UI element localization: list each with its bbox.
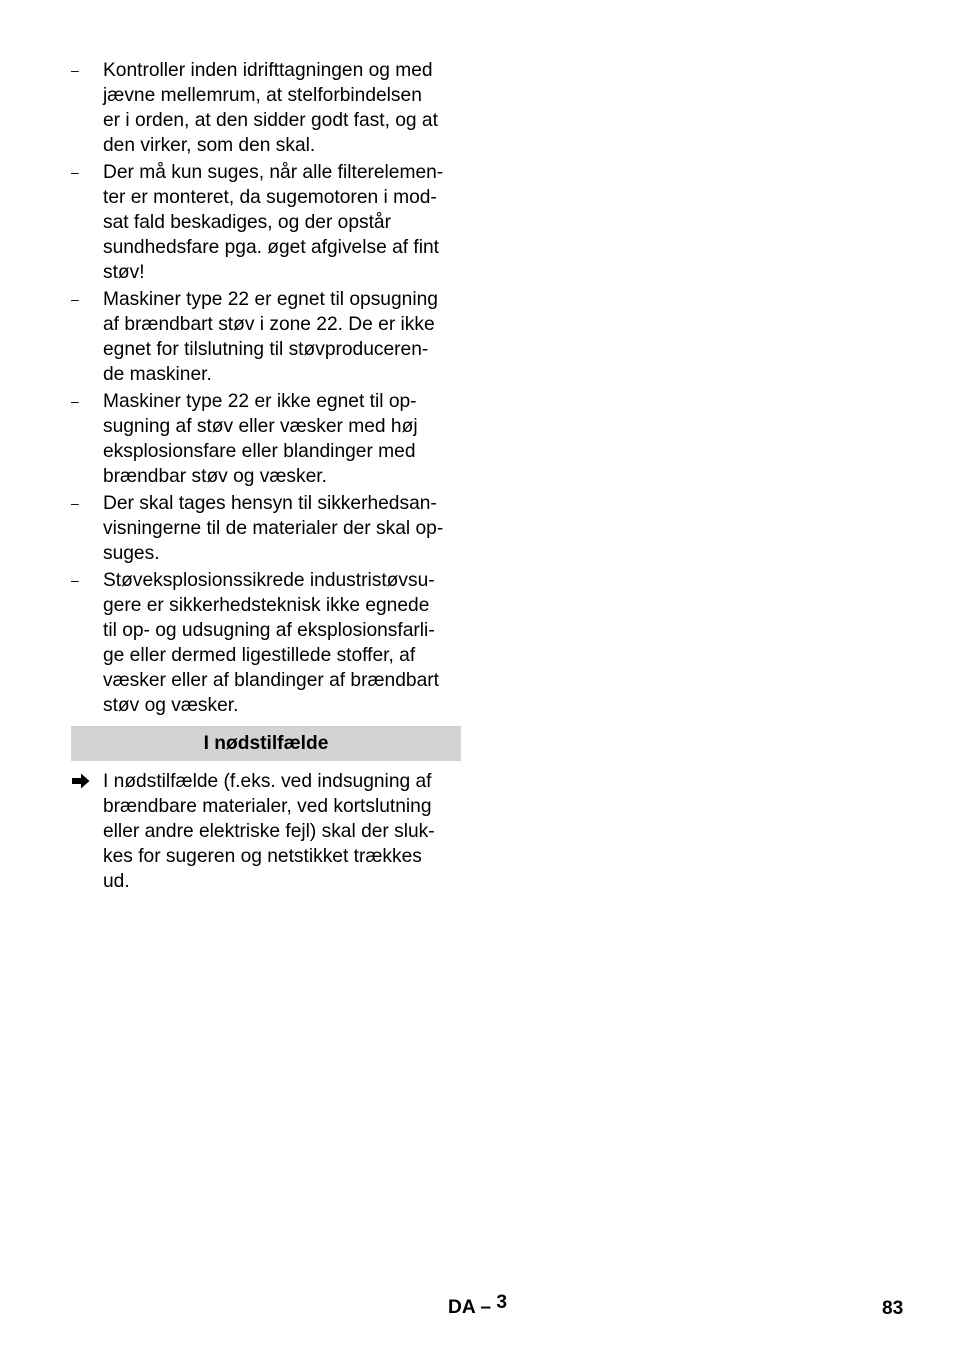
list-item-text: Støveksplosionssikrede industristøvsu- gere er sikkerhedsteknisk ikke egnede til op- og udsugning af eksplosionsfarli- ge eller dermed ligestillede stoffer, af væsker eller af blandinger af brændbart støv og væsker. <box>103 570 439 716</box>
footer-language: DA – <box>448 1297 492 1318</box>
list-item <box>71 389 461 489</box>
emergency-instruction <box>71 769 461 894</box>
list-item <box>71 58 461 158</box>
dash-bullet: – <box>71 393 79 409</box>
list-item-text: Maskiner type 22 er egnet til opsugning af brændbart støv i zone 22. De er ikke egnet for tilslutning til støvproduceren- de maskiner. <box>103 289 438 385</box>
list-item <box>71 568 461 718</box>
footer-language-section <box>448 1292 508 1319</box>
arrow-right-icon <box>71 772 91 790</box>
list-item <box>71 287 461 387</box>
list-item <box>71 160 461 285</box>
dash-bullet: – <box>71 572 79 588</box>
page-number: 83 <box>882 1298 904 1319</box>
dash-bullet: – <box>71 291 79 307</box>
list-item <box>71 491 461 566</box>
dash-bullet: – <box>71 164 79 180</box>
dash-bullet: – <box>71 62 79 78</box>
section-heading: I nødstilfælde <box>71 726 461 761</box>
list-item-text: Kontroller inden idrifttagningen og med jævne mellemrum, at stelforbindelsen er i orden, at den sidder godt fast, og at den virker, som den skal. <box>103 60 438 156</box>
instruction-text: I nødstilfælde (f.eks. ved indsugning af brændbare materialer, ved kortslutning eller andre elektriske fejl) skal der sluk- kes for sugeren og netstikket trækkes ud. <box>103 771 435 892</box>
dash-bullet: – <box>71 495 79 511</box>
list-item-text: Der skal tages hensyn til sikkerhedsan- visningerne til de materialer der skal op- suges. <box>103 493 444 564</box>
content-column <box>71 58 461 894</box>
list-item-text: Der må kun suges, når alle filterelemen- ter er monteret, da sugemotoren i mod- sat fald beskadiges, og der opstår sundhedsfare pga. øget afgivelse af fint støv! <box>103 162 444 283</box>
safety-bullet-list <box>71 58 461 718</box>
footer-section-number: 3 <box>496 1292 508 1313</box>
list-item-text: Maskiner type 22 er ikke egnet til op- sugning af støv eller væsker med høj eksplosionsfare eller blandinger med brændbar støv og væsker. <box>103 391 418 487</box>
